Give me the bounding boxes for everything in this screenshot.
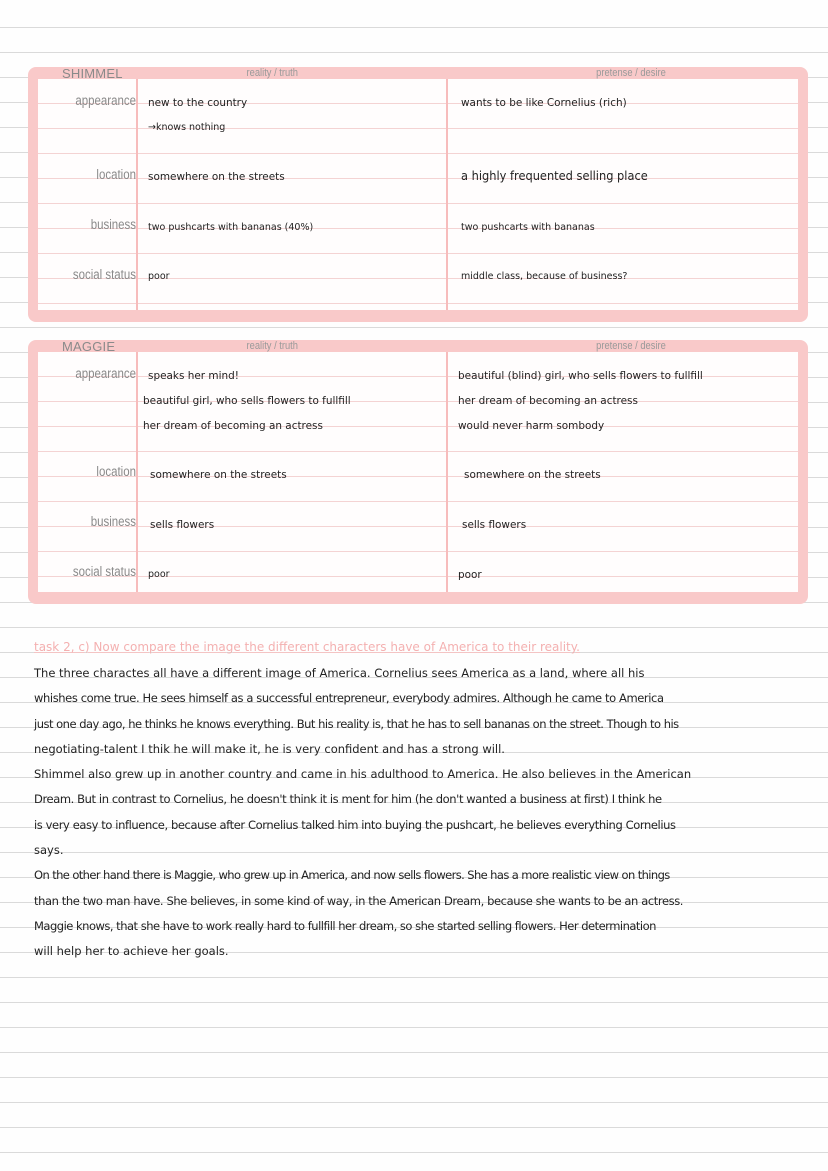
essay-line: The three charactes all have a different image of America. Cornelius sees America as a land, where all his xyxy=(34,666,645,680)
essay xyxy=(34,661,824,965)
status-reality: poor xyxy=(148,569,170,580)
essay-line: says. xyxy=(34,843,64,858)
essay-line: whishes come true. He sees himself as a successful entrepreneur, everybody admires. Although he came to America xyxy=(34,691,664,706)
status-desire: poor xyxy=(458,568,482,581)
essay-line: Dream. But in contrast to Cornelius, he doesn't think it is ment for him (he don't wanted a business at first) I think he xyxy=(34,792,662,807)
shimmel-table xyxy=(28,67,808,322)
business-desire: two pushcarts with bananas xyxy=(461,222,595,233)
row-label-business: business xyxy=(90,217,136,232)
business-reality: sells flowers xyxy=(150,518,215,531)
row-label-location: location xyxy=(96,167,136,182)
column-divider xyxy=(136,352,138,592)
location-reality: somewhere on the streets xyxy=(148,170,285,183)
appearance-desire: her dream of becoming an actress xyxy=(458,394,638,407)
essay-line: Maggie knows, that she have to work really hard to fullfill her dream, so she started selling flowers. Her determination xyxy=(34,918,656,933)
row-label-appearance: appearance xyxy=(75,93,136,108)
column-divider xyxy=(446,79,448,310)
appearance-reality: →knows nothing xyxy=(148,122,226,133)
location-desire: a highly frequented selling place xyxy=(461,169,648,183)
business-desire: sells flowers xyxy=(462,518,527,531)
row-label-location: location xyxy=(96,464,136,479)
column-divider xyxy=(136,79,138,310)
appearance-reality: beautiful girl, who sells flowers to fullfill xyxy=(143,394,351,407)
essay-line: than the two man have. She believes, in some kind of way, in the American Dream, because she wants to be an actress. xyxy=(34,893,684,908)
row-label-business: business xyxy=(90,514,136,529)
location-desire: somewhere on the streets xyxy=(464,468,601,481)
character-name: SHIMMEL xyxy=(62,66,123,81)
header-reality: reality / truth xyxy=(246,340,298,352)
row-label-social-status: social status xyxy=(72,267,136,282)
task-heading: task 2, c) Now compare the image the different characters have of America to their reality. xyxy=(34,640,580,654)
row-label-social-status: social status xyxy=(72,564,136,579)
row-label-appearance: appearance xyxy=(75,366,136,381)
header-desire: pretense / desire xyxy=(596,340,666,352)
status-reality: poor xyxy=(148,271,170,282)
appearance-reality: speaks her mind! xyxy=(148,369,239,382)
maggie-table xyxy=(28,340,808,604)
status-desire: middle class, because of business? xyxy=(461,271,628,282)
header-reality: reality / truth xyxy=(246,67,298,79)
essay-line: just one day ago, he thinks he knows everything. But his reality is, that he has to sell bananas on the street. Though to his xyxy=(34,716,679,731)
character-name: MAGGIE xyxy=(62,339,116,354)
essay-line: negotiating-talent I thik he will make it, he is very confident and has a strong will. xyxy=(34,741,505,756)
business-reality: two pushcarts with bananas (40%) xyxy=(148,222,314,233)
appearance-reality: her dream of becoming an actress xyxy=(143,419,323,432)
appearance-desire: wants to be like Cornelius (rich) xyxy=(461,96,627,109)
location-reality: somewhere on the streets xyxy=(150,468,287,481)
essay-line: is very easy to influence, because after Cornelius talked him into buying the pushcart, he believes everything Cornelius xyxy=(34,817,676,832)
appearance-desire: beautiful (blind) girl, who sells flowers to fullfill xyxy=(458,369,703,382)
header-desire: pretense / desire xyxy=(596,67,666,79)
essay-line: Shimmel also grew up in another country and came in his adulthood to America. He also believes in the American xyxy=(34,767,692,782)
appearance-reality: new to the country xyxy=(148,96,248,109)
essay-line: will help her to achieve her goals. xyxy=(34,944,229,959)
appearance-desire: would never harm sombody xyxy=(458,419,605,432)
column-divider xyxy=(446,352,448,592)
essay-line: On the other hand there is Maggie, who grew up in America, and now sells flowers. She has a more realistic view on things xyxy=(34,868,670,883)
